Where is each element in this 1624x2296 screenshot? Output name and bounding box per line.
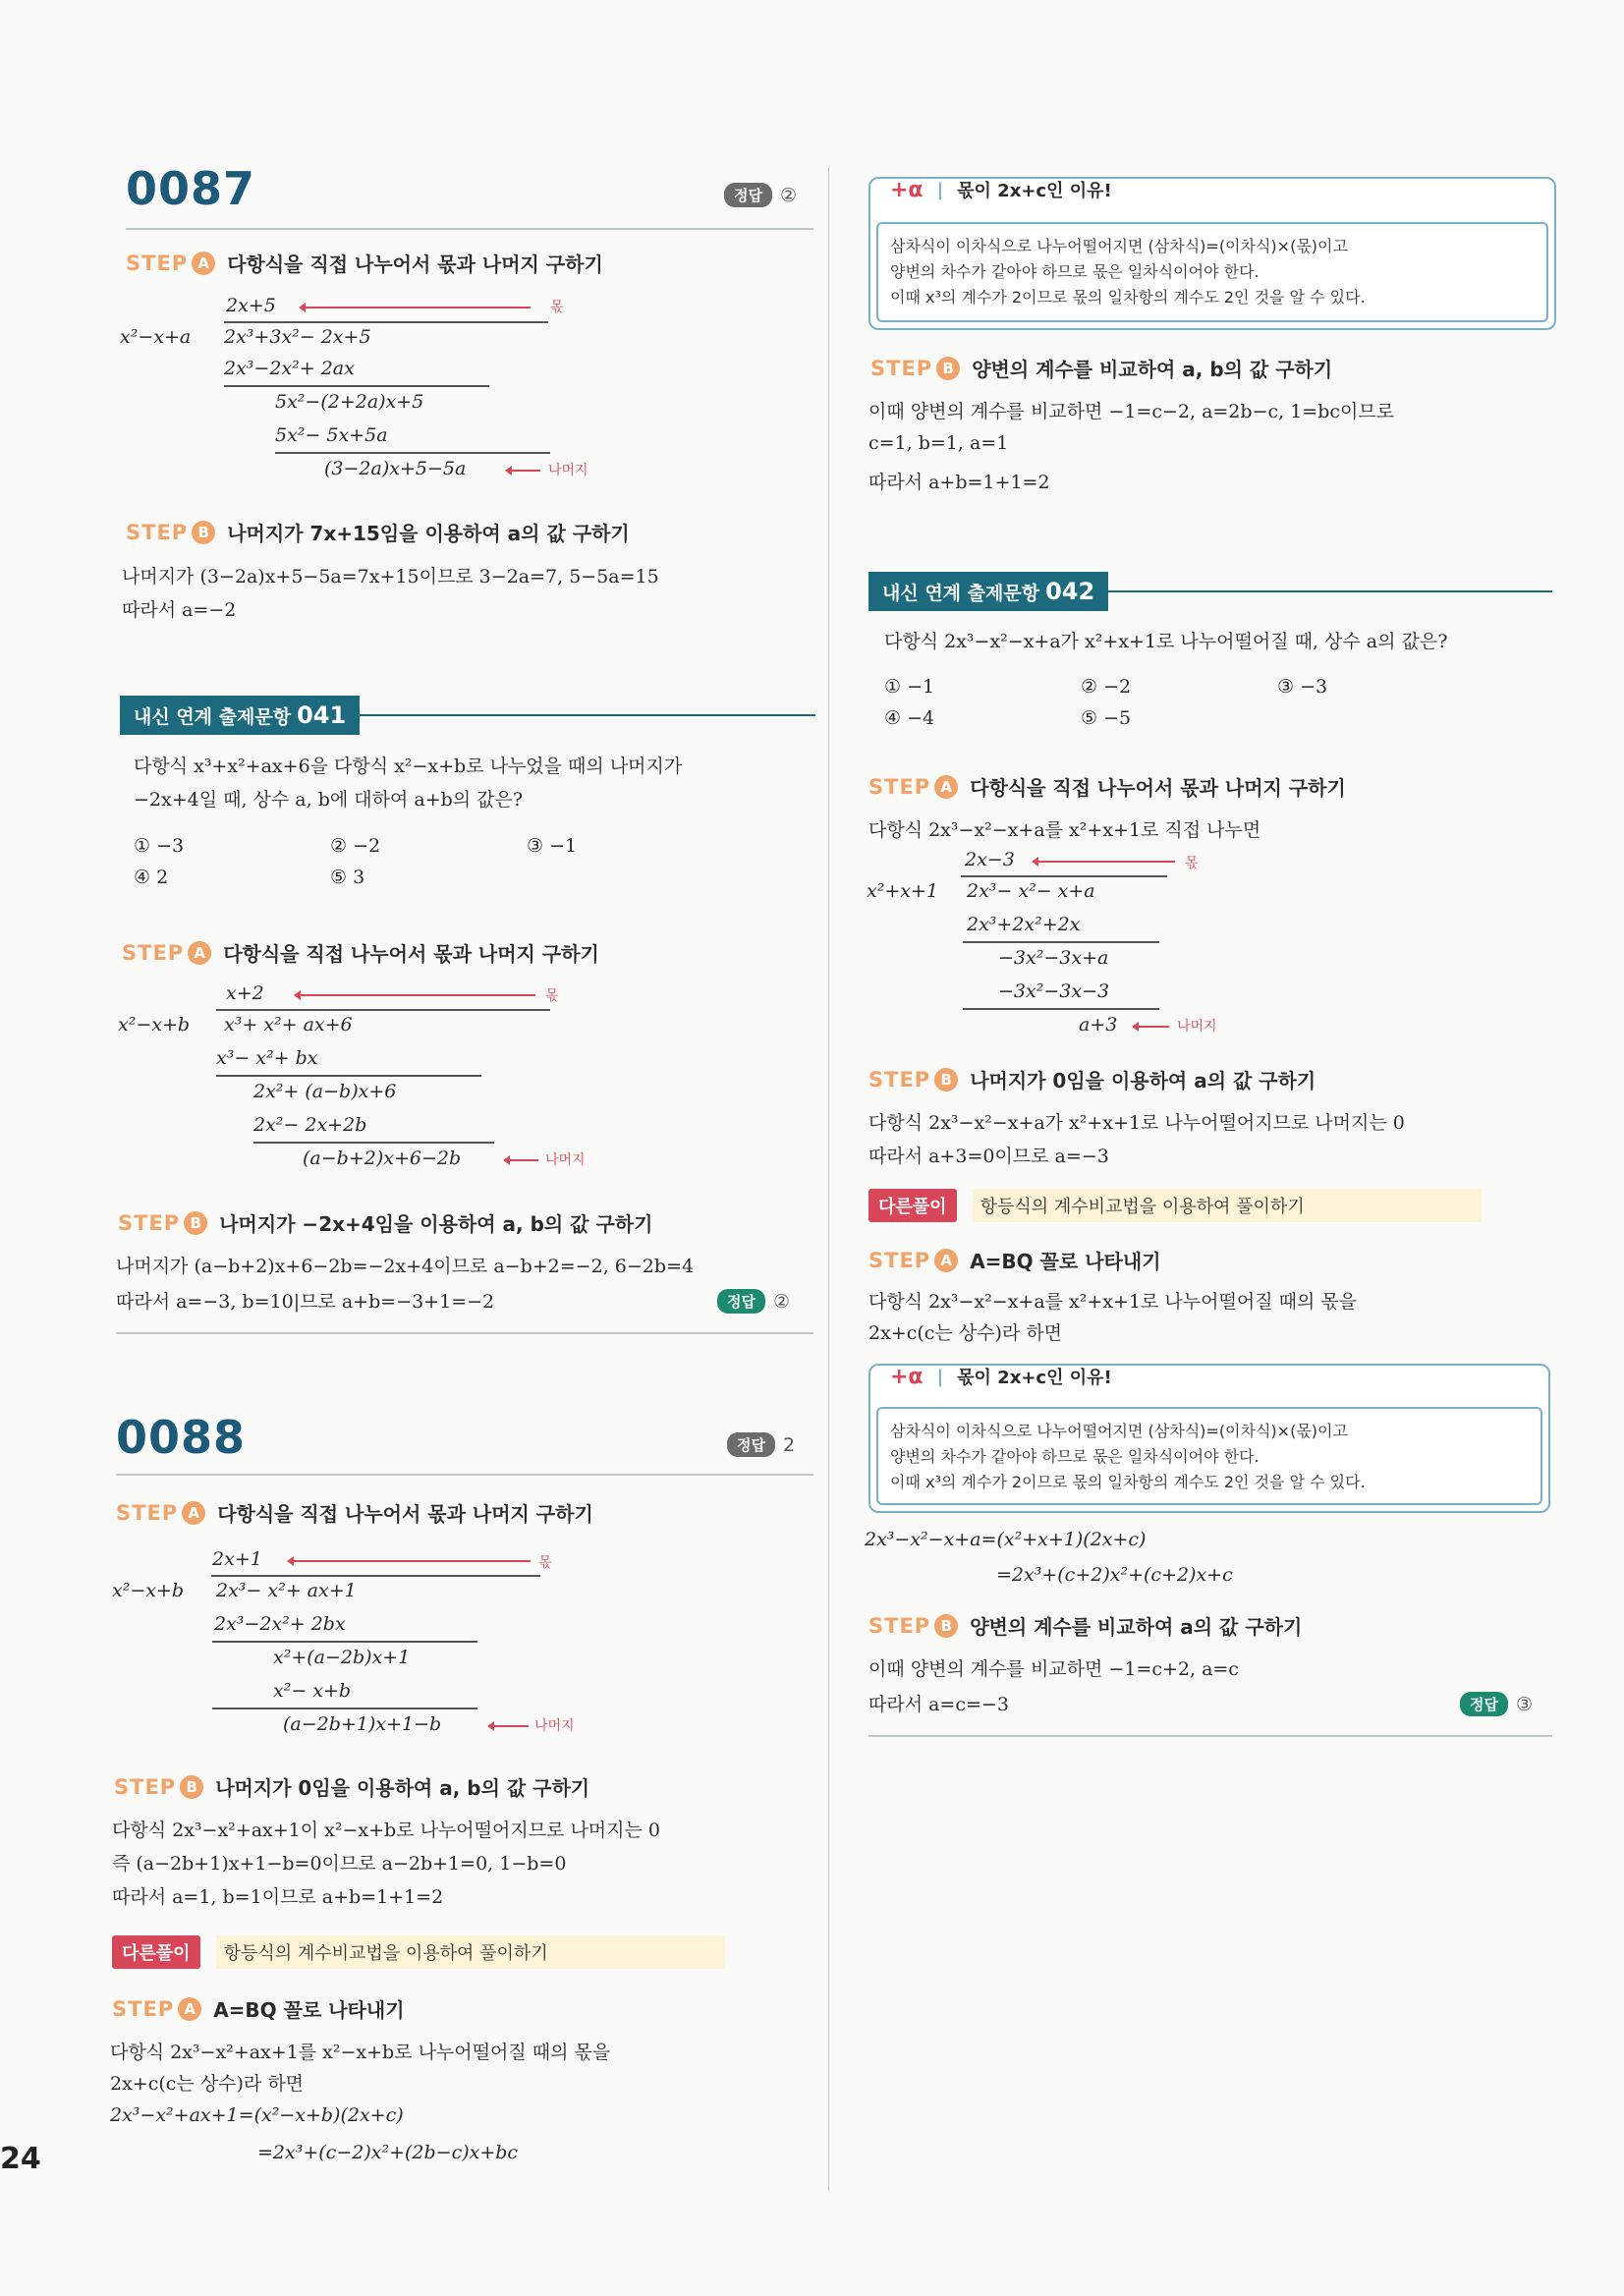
step-label: STEP (868, 774, 931, 799)
note-remainder: 나머지 (545, 1152, 586, 1168)
answer-badge: 정답 (724, 183, 772, 207)
divisor: x²−x+a (120, 326, 192, 348)
step-letter: A (188, 941, 211, 965)
note-quotient: 몫 (545, 988, 559, 1004)
step-label: STEP (870, 356, 933, 380)
step-title: 다항식을 직접 나누어서 몫과 나머지 구하기 (223, 942, 599, 966)
step-title: 나머지가 −2x+4임을 이용하여 a, b의 값 구하기 (219, 1212, 653, 1236)
step-label: STEP (118, 1210, 181, 1235)
section-rule (116, 1332, 813, 1334)
arrow-quotient (1037, 861, 1175, 863)
solution-line: c=1, b=1, a=1 (868, 432, 1009, 454)
arrow-remainder (509, 1159, 538, 1161)
step-letter: B (184, 1211, 207, 1235)
division-bar (224, 321, 548, 323)
equation-line: 2x³−x²−x+a=(x²+x+1)(2x+c) (865, 1529, 1147, 1550)
quotient: x+2 (226, 982, 264, 1004)
question-line: 다항식 2x³−x²−x+a가 x²+x+1로 나누어떨어질 때, 상수 a의 값은? (884, 631, 1448, 652)
section-rule (116, 1474, 813, 1476)
step-title: 다항식을 직접 나누어서 몫과 나머지 구하기 (217, 1502, 593, 1526)
reason-box-top (868, 177, 1556, 330)
section-number: 042 (1045, 578, 1095, 605)
step-letter: B (180, 1775, 203, 1799)
step-label: STEP (868, 1248, 931, 1272)
solution-line: 따라서 a+b=1+1=2 (868, 472, 1050, 493)
step-title: 양변의 계수를 비교하여 a의 값 구하기 (970, 1615, 1303, 1639)
step-a2-042 (868, 1246, 1161, 1274)
quotient: 2x−3 (965, 849, 1015, 870)
step-letter: A (182, 1501, 205, 1525)
step-title: 나머지가 0임을 이용하여 a, b의 값 구하기 (215, 1776, 590, 1800)
step-title: 다항식을 직접 나누어서 몫과 나머지 구하기 (227, 252, 603, 276)
division-row: 5x²− 5x+5a (275, 424, 388, 446)
dividend: 2x³− x²− x+a (967, 880, 1095, 902)
problem-number-0087: 0087 (126, 162, 256, 215)
section-header-041 (120, 696, 815, 735)
step-a-0088 (116, 1498, 593, 1527)
step-letter: A (934, 1249, 958, 1272)
solution-line: 이때 양변의 계수를 비교하면 −1=c−2, a=2b−c, 1=bc이므로 (868, 401, 1395, 422)
remainder: a+3 (1079, 1014, 1118, 1036)
step-letter: B (934, 1068, 958, 1092)
step-letter: B (192, 521, 215, 544)
section-label: 내신 연계 출제문항 (134, 706, 292, 728)
answer-badge: 정답 (717, 1289, 765, 1314)
quotient: 2x+1 (212, 1548, 262, 1570)
section-number: 041 (297, 701, 347, 729)
choice-3[interactable]: ③ −1 (527, 835, 578, 857)
alternative-solution-0088 (112, 1935, 725, 1969)
step-letter: A (934, 775, 958, 799)
division-row: 5x²−(2+2a)x+5 (275, 391, 424, 413)
division-row: 2x²− 2x+2b (253, 1114, 367, 1136)
division-row: x²+(a−2b)x+1 (273, 1647, 411, 1668)
division-line (224, 385, 489, 387)
box-content (876, 1407, 1542, 1505)
box-line: 삼차식이 이차식으로 나누어떨어지면 (삼차식)=(이차식)×(몫)이고 (890, 237, 1348, 255)
step-b-042 (868, 1065, 1316, 1093)
remainder: (3−2a)x+5−5a (324, 458, 467, 479)
solution-line: 나머지가 (a−b+2)x+6−2b=−2x+4이므로 a−b+2=−2, 6−2b=4 (116, 1256, 695, 1277)
reason-box-bottom (868, 1364, 1550, 1513)
quotient: 2x+5 (226, 295, 276, 316)
step-label: STEP (126, 251, 189, 275)
division-row: 2x³−2x²+ 2bx (214, 1613, 346, 1635)
choice-3[interactable]: ③ −3 (1277, 676, 1328, 698)
box-line: 양변의 차수가 같아야 하므로 몫은 일차식이어야 한다. (890, 262, 1260, 281)
solution-line: 다항식 2x³−x²−x+a가 x²+x+1로 나누어떨어지므로 나머지는 0 (868, 1112, 1405, 1134)
arrow-quotient (300, 994, 535, 996)
dividend: 2x³+3x²− 2x+5 (224, 326, 371, 348)
arrow-quotient (305, 307, 531, 308)
solution-line: 따라서 a=−2 (122, 599, 237, 621)
note-remainder: 나머지 (1177, 1019, 1217, 1035)
step-letter: A (192, 252, 215, 275)
division-row: 2x³+2x²+2x (967, 914, 1081, 935)
answer-badge: 정답 (727, 1432, 775, 1457)
answer-value: ② (772, 1290, 791, 1313)
step-label: STEP (114, 1774, 177, 1799)
division-bar (961, 875, 1167, 877)
choice-1[interactable]: ① −1 (884, 676, 935, 698)
remainder: (a−2b+1)x+1−b (283, 1713, 442, 1735)
choice-1[interactable]: ① −3 (134, 835, 185, 857)
division-line (212, 1708, 477, 1709)
page-number: 24 (0, 2142, 41, 2176)
dividend: 2x³− x²+ ax+1 (216, 1580, 357, 1601)
note-remainder: 나머지 (534, 1718, 575, 1734)
arrow-quotient (293, 1560, 531, 1562)
division-line (963, 941, 1159, 943)
step-label: STEP (868, 1067, 931, 1092)
step-title: A=BQ 꼴로 나타내기 (213, 1998, 405, 2022)
problem-number-0088: 0088 (116, 1411, 247, 1464)
division-row: x³− x²+ bx (216, 1047, 318, 1069)
solution-line: 2x+c(c는 상수)라 하면 (110, 2073, 305, 2095)
division-row: −3x²−3x+a (998, 947, 1109, 969)
arrow-remainder (493, 1725, 529, 1727)
alternative-solution-042 (868, 1189, 1482, 1222)
equation-line: =2x³+(c−2)x²+(2b−c)x+bc (257, 2142, 519, 2163)
box-line: 이때 x³의 계수가 2이므로 몫의 일차항의 계수도 2인 것을 알 수 있다. (890, 288, 1366, 307)
division-bar (216, 1009, 550, 1011)
section-label: 내신 연계 출제문항 (882, 583, 1040, 604)
division-line (253, 1142, 494, 1144)
division-row: 2x²+ (a−b)x+6 (253, 1081, 397, 1102)
equation-line: =2x³+(c+2)x²+(c+2)x+c (996, 1564, 1233, 1586)
division-bar (211, 1575, 540, 1577)
step-b-041 (118, 1208, 652, 1237)
step-a2-0088 (112, 1994, 405, 2023)
choice-4[interactable]: ④ −4 (884, 707, 935, 729)
solution-line: 따라서 a=1, b=1이므로 a+b=1+1=2 (112, 1886, 444, 1908)
answer-value: 2 (782, 1433, 796, 1456)
step-b2-042 (868, 1611, 1302, 1640)
arrow-remainder (511, 470, 540, 472)
answer-badge: 정답 (1460, 1692, 1508, 1716)
step-letter: B (936, 357, 960, 380)
step-a-042 (868, 772, 1346, 801)
step-letter: B (934, 1614, 958, 1638)
division-line (216, 1075, 481, 1077)
choice-2[interactable]: ② −2 (1081, 676, 1132, 698)
alpha-icon: +α (890, 1364, 924, 1389)
choice-5[interactable]: ⑤ −5 (1081, 707, 1132, 729)
step-label: STEP (112, 1996, 175, 2021)
box-line: 이때 x³의 계수가 2이므로 몫의 일차항의 계수도 2인 것을 알 수 있다. (890, 1473, 1366, 1491)
step-a-0087 (126, 249, 603, 277)
step-b-0087 (126, 518, 630, 546)
solution-line: 다항식 2x³−x²−x+a를 x²+x+1로 직접 나누면 (868, 819, 1261, 841)
section-rule (868, 1735, 1552, 1737)
choice-2[interactable]: ② −2 (330, 835, 381, 857)
alt-tag: 다른풀이 (868, 1189, 957, 1222)
answer-value: ③ (1515, 1693, 1534, 1715)
step-a-041 (122, 938, 599, 967)
answer-041 (717, 1289, 790, 1314)
choice-4[interactable]: ④ 2 (134, 867, 169, 888)
section-header-042 (868, 572, 1552, 611)
box-title: 몫이 2x+c인 이유! (957, 181, 1112, 201)
division-line (963, 1008, 1159, 1010)
note-remainder: 나머지 (548, 463, 588, 478)
box-title: 몫이 2x+c인 이유! (957, 1368, 1112, 1388)
division-row: 2x³−2x²+ 2ax (224, 358, 355, 379)
alt-description: 항등식의 계수비교법을 이용하여 풀이하기 (973, 1189, 1482, 1222)
box-header: +α | 몫이 2x+c인 이유! (890, 1364, 1112, 1389)
note-quotient: 몫 (550, 300, 564, 315)
equation-line: 2x³−x²+ax+1=(x²−x+b)(2x+c) (110, 2104, 404, 2126)
column-divider (828, 167, 829, 2191)
solution-line: 이때 양변의 계수를 비교하면 −1=c+2, a=c (868, 1658, 1239, 1680)
divisor: x²+x+1 (867, 880, 938, 902)
division-row: −3x²−3x−3 (998, 980, 1110, 1002)
step-label: STEP (122, 940, 185, 965)
box-line: 삼차식이 이차식으로 나누어떨어지면 (삼차식)=(이차식)×(몫)이고 (890, 1422, 1348, 1440)
solution-line: 나머지가 (3−2a)x+5−5a=7x+15이므로 3−2a=7, 5−5a=15 (122, 566, 659, 588)
solution-line: 따라서 a+3=0이므로 a=−3 (868, 1146, 1109, 1167)
step-b-0088 (114, 1772, 589, 1801)
solution-line: 2x+c(c는 상수)라 하면 (868, 1322, 1063, 1344)
answer-0088 (727, 1432, 795, 1457)
step-title: 다항식을 직접 나누어서 몫과 나머지 구하기 (970, 776, 1346, 800)
step-title: 양변의 계수를 비교하여 a, b의 값 구하기 (972, 358, 1333, 381)
solution-line: 따라서 a=c=−3 (868, 1694, 1009, 1715)
box-line: 양변의 차수가 같아야 하므로 몫은 일차식이어야 한다. (890, 1447, 1260, 1466)
solution-line: 다항식 2x³−x²−x+a를 x²+x+1로 나누어떨어질 때의 몫을 (868, 1291, 1358, 1313)
step-b-right-top (870, 354, 1332, 382)
step-title: 나머지가 0임을 이용하여 a의 값 구하기 (970, 1069, 1316, 1092)
remainder: (a−b+2)x+6−2b (303, 1148, 462, 1169)
answer-0087 (724, 183, 797, 207)
alt-description: 항등식의 계수비교법을 이용하여 풀이하기 (216, 1935, 725, 1969)
section-rule (126, 228, 813, 230)
arrow-remainder (1138, 1026, 1169, 1028)
answer-value: ② (779, 184, 798, 206)
step-title: A=BQ 꼴로 나타내기 (970, 1250, 1161, 1273)
alpha-icon: +α (890, 177, 924, 202)
solution-line: 즉 (a−2b+1)x+1−b=0이므로 a−2b+1=0, 1−b=0 (112, 1853, 567, 1875)
step-title: 나머지가 7x+15임을 이용하여 a의 값 구하기 (227, 522, 630, 545)
division-row: x²− x+b (273, 1680, 352, 1702)
division-line (275, 452, 550, 454)
choice-5[interactable]: ⑤ 3 (330, 867, 365, 888)
step-label: STEP (116, 1500, 179, 1525)
division-line (212, 1641, 477, 1643)
step-label: STEP (126, 520, 189, 544)
alt-tag: 다른풀이 (112, 1935, 200, 1969)
question-line: 다항식 x³+x²+ax+6을 다항식 x²−x+b로 나누었을 때의 나머지가 (134, 756, 683, 777)
note-quotient: 몫 (538, 1555, 552, 1571)
question-line: −2x+4일 때, 상수 a, b에 대하여 a+b의 값은? (134, 789, 524, 811)
step-label: STEP (868, 1613, 931, 1638)
answer-042 (1460, 1692, 1533, 1716)
solution-line: 다항식 2x³−x²+ax+1를 x²−x+b로 나누어떨어질 때의 몫을 (110, 2042, 611, 2063)
box-content (876, 222, 1548, 322)
solution-line: 다항식 2x³−x²+ax+1이 x²−x+b로 나누어떨어지므로 나머지는 0 (112, 1820, 660, 1841)
dividend: x³+ x²+ ax+6 (224, 1014, 353, 1036)
box-header: +α | 몫이 2x+c인 이유! (890, 177, 1112, 202)
divisor: x²−x+b (118, 1014, 191, 1036)
note-quotient: 몫 (1185, 856, 1199, 871)
solution-line: 따라서 a=−3, b=10|므로 a+b=−3+1=−2 (116, 1291, 495, 1313)
step-letter: A (178, 1997, 201, 2021)
divisor: x²−x+b (112, 1580, 185, 1601)
